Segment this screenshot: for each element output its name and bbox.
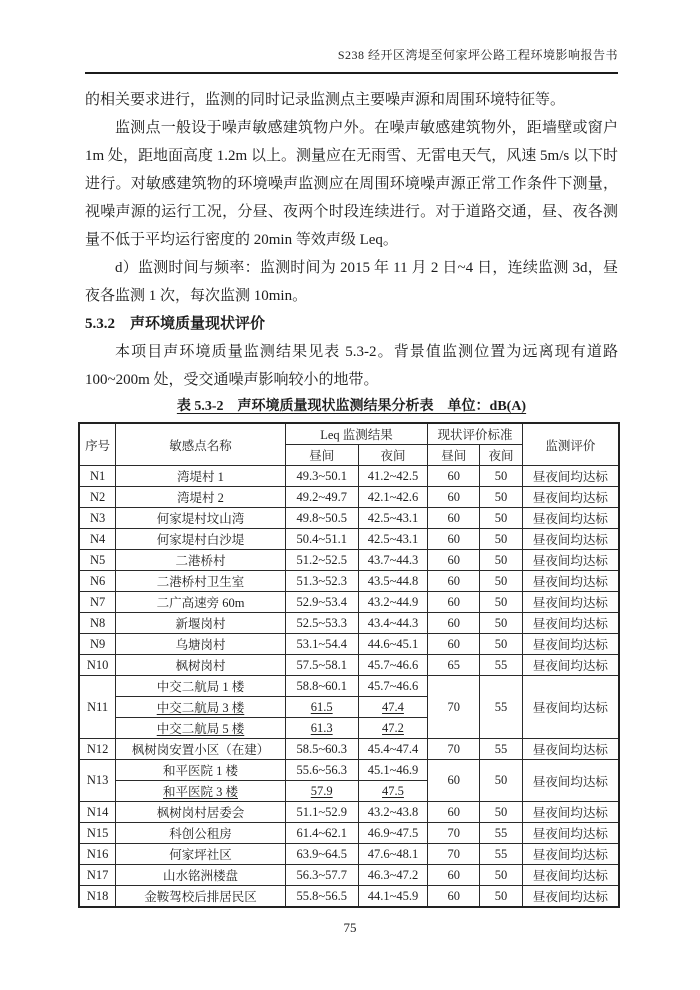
table-cell: 46.9~47.5 (358, 823, 428, 844)
table-header-cell: 夜间 (358, 445, 428, 466)
table-cell: 61.3 (285, 718, 358, 739)
table-cell: 51.2~52.5 (285, 550, 358, 571)
table-body (79, 466, 619, 908)
table-cell: N2 (79, 487, 116, 508)
table-cell: 63.9~64.5 (285, 844, 358, 865)
table-cell: 70 (428, 844, 480, 865)
table-cell: 50 (480, 865, 523, 886)
table-cell: N14 (79, 802, 116, 823)
table-cell: 44.6~45.1 (358, 634, 428, 655)
table-cell: 52.9~53.4 (285, 592, 358, 613)
table-cell: N3 (79, 508, 116, 529)
table-cell: N7 (79, 592, 116, 613)
table-cell: 昼夜间均达标 (522, 571, 619, 592)
table-cell: N6 (79, 571, 116, 592)
page-number: 75 (343, 920, 357, 935)
table-cell: 50 (480, 508, 523, 529)
table-cell: 中交二航局 3 楼 (116, 697, 286, 718)
table-cell: 61.5 (285, 697, 358, 718)
table-cell: 60 (428, 550, 480, 571)
table-cell: 50 (480, 886, 523, 908)
table-row (79, 739, 619, 760)
table-cell: 60 (428, 865, 480, 886)
table-header-cell: Leq 监测结果 (285, 423, 428, 445)
table-cell: 何家堤村白沙堤 (116, 529, 286, 550)
table-cell: 二港桥村 (116, 550, 286, 571)
table-cell: 何家堤村坟山湾 (116, 508, 286, 529)
section-heading-532: 5.3.2 声环境质量现状评价 (85, 316, 266, 332)
table-cell: 47.2 (358, 718, 428, 739)
table-cell: 43.5~44.8 (358, 571, 428, 592)
table-cell: N8 (79, 613, 116, 634)
table-cell: 70 (428, 676, 480, 739)
table-row (79, 865, 619, 886)
table-cell: 湾堤村 1 (116, 466, 286, 487)
table-cell: 45.1~46.9 (358, 760, 428, 781)
table-cell: 金鞍驾校后排居民区 (116, 886, 286, 908)
table-cell: 50 (480, 550, 523, 571)
table-cell: 55 (480, 655, 523, 676)
table-head (79, 423, 619, 466)
table-cell: 昼夜间均达标 (522, 529, 619, 550)
table-row (79, 487, 619, 508)
table-cell: 中交二航局 1 楼 (116, 676, 286, 697)
table-cell: 46.3~47.2 (358, 865, 428, 886)
table-cell: 60 (428, 760, 480, 802)
table-cell: 二港桥村卫生室 (116, 571, 286, 592)
table-cell: 45.7~46.6 (358, 655, 428, 676)
header-rule (85, 72, 618, 74)
table-row (79, 655, 619, 676)
table-cell: 中交二航局 5 楼 (116, 718, 286, 739)
table-cell: 60 (428, 571, 480, 592)
table-row (79, 550, 619, 571)
table-cell: 55 (480, 844, 523, 865)
table-cell: 57.5~58.1 (285, 655, 358, 676)
table-cell: 50 (480, 613, 523, 634)
table-cell: 49.3~50.1 (285, 466, 358, 487)
table-cell: N13 (79, 760, 116, 802)
running-header (85, 0, 618, 74)
table-cell: 60 (428, 634, 480, 655)
table-row (79, 423, 619, 445)
table-cell: 枫树岗安置小区（在建） (116, 739, 286, 760)
table-cell: 60 (428, 466, 480, 487)
table-cell: 60 (428, 487, 480, 508)
table-cell: 47.6~48.1 (358, 844, 428, 865)
table-caption-text: 表 5.3-2 声环境质量现状监测结果分析表 单位：dB(A) (176, 399, 527, 414)
table-cell: 昼夜间均达标 (522, 886, 619, 908)
table-cell: 42.5~43.1 (358, 529, 428, 550)
table-row (79, 760, 619, 781)
table-cell: 58.5~60.3 (285, 739, 358, 760)
table-header-cell: 现状评价标准 (428, 423, 522, 445)
table-row (79, 802, 619, 823)
table-cell: 42.5~43.1 (358, 508, 428, 529)
table-cell: 55 (480, 676, 523, 739)
table-row (79, 508, 619, 529)
table-cell: 55 (480, 823, 523, 844)
table-cell: 60 (428, 802, 480, 823)
table-cell: 53.1~54.4 (285, 634, 358, 655)
table-row (79, 466, 619, 487)
table-cell: 50 (480, 760, 523, 802)
table-cell: 60 (428, 613, 480, 634)
table-cell: 昼夜间均达标 (522, 655, 619, 676)
table-cell: 昼夜间均达标 (522, 634, 619, 655)
table-cell: 70 (428, 823, 480, 844)
table-header-cell: 敏感点名称 (116, 423, 286, 466)
table-cell: 43.7~44.3 (358, 550, 428, 571)
body-text (85, 86, 618, 394)
table-cell: 51.1~52.9 (285, 802, 358, 823)
table-cell: 乌塘岗村 (116, 634, 286, 655)
table-cell: 昼夜间均达标 (522, 508, 619, 529)
paragraph-results-intro: 本项目声环境质量监测结果见表 5.3-2。背景值监测位置为远离现有道路 100~200m 处，受交通噪声影响较小的地带。 (85, 344, 618, 388)
table-cell: 45.7~46.6 (358, 676, 428, 697)
table-cell: 50 (480, 802, 523, 823)
table-cell: 和平医院 1 楼 (116, 760, 286, 781)
table-cell: 昼夜间均达标 (522, 865, 619, 886)
table-cell: 昼夜间均达标 (522, 739, 619, 760)
table-cell: 58.8~60.1 (285, 676, 358, 697)
table-header-cell: 昼间 (428, 445, 480, 466)
paragraph-monitoring-points: 监测点一般设于噪声敏感建筑物户外。在噪声敏感建筑物外，距墙壁或窗户 1m 处，距地面高度 1.2m 以上。测量应在无雨雪、无雷电天气，风速 5m/s 以下时进行。对敏感建筑物的环境噪声监测应在周围环境噪声源正常工作条件下测量，视噪声源的运行工况，分昼、夜两个时段连续进行。对于道路交通，昼、夜各测量不低于平均运行密度的 20min 等效声级 Leq。 (85, 120, 618, 248)
table-cell: 50 (480, 487, 523, 508)
table-cell: 50 (480, 592, 523, 613)
table-cell: N9 (79, 634, 116, 655)
table-row (79, 676, 619, 697)
table-cell: 昼夜间均达标 (522, 802, 619, 823)
table-cell: N16 (79, 844, 116, 865)
table-cell: 70 (428, 739, 480, 760)
table-cell: 47.4 (358, 697, 428, 718)
table-cell: 50 (480, 529, 523, 550)
table-cell: N12 (79, 739, 116, 760)
table-cell: 昼夜间均达标 (522, 466, 619, 487)
table-row (79, 529, 619, 550)
table-cell: N11 (79, 676, 116, 739)
paragraph-monitoring-time: d）监测时间与频率：监测时间为 2015 年 11 月 2 日~4 日，连续监测 3d，昼夜各监测 1 次，每次监测 10min。 (85, 260, 618, 304)
table-cell: 50.4~51.1 (285, 529, 358, 550)
table-cell: 昼夜间均达标 (522, 592, 619, 613)
table-cell: 60 (428, 592, 480, 613)
table-header-cell: 序号 (79, 423, 116, 466)
table-cell: 55 (480, 739, 523, 760)
table-cell: 和平医院 3 楼 (116, 781, 286, 802)
table-cell: 枫树岗村 (116, 655, 286, 676)
table-cell: 44.1~45.9 (358, 886, 428, 908)
table-cell: 昼夜间均达标 (522, 676, 619, 739)
table-cell: 50 (480, 634, 523, 655)
table-cell: 57.9 (285, 781, 358, 802)
table-cell: 昼夜间均达标 (522, 487, 619, 508)
table-cell: N10 (79, 655, 116, 676)
table-row (79, 592, 619, 613)
table-cell: 65 (428, 655, 480, 676)
table-cell: 52.5~53.3 (285, 613, 358, 634)
table-cell: 60 (428, 529, 480, 550)
table-caption (85, 396, 618, 418)
table-cell: 43.4~44.3 (358, 613, 428, 634)
table-cell: 49.2~49.7 (285, 487, 358, 508)
table-cell: 61.4~62.1 (285, 823, 358, 844)
table-header-cell: 监测评价 (522, 423, 619, 466)
table-cell: N18 (79, 886, 116, 908)
table-cell: 43.2~43.8 (358, 802, 428, 823)
table-cell: 湾堤村 2 (116, 487, 286, 508)
running-header-title: S238 经开区湾堤至何家坪公路工程环境影响报告书 (337, 48, 618, 62)
table-cell: 50 (480, 466, 523, 487)
table-row (79, 844, 619, 865)
table-cell: 新堰岗村 (116, 613, 286, 634)
table-row (79, 571, 619, 592)
table-cell: 55.6~56.3 (285, 760, 358, 781)
table-cell: 49.8~50.5 (285, 508, 358, 529)
table-cell: 昼夜间均达标 (522, 844, 619, 865)
table-cell: N17 (79, 865, 116, 886)
table-cell: 何家坪社区 (116, 844, 286, 865)
table-cell: 昼夜间均达标 (522, 823, 619, 844)
table-cell: 55.8~56.5 (285, 886, 358, 908)
table-cell: N1 (79, 466, 116, 487)
table-cell: 42.1~42.6 (358, 487, 428, 508)
table-header-cell: 夜间 (480, 445, 523, 466)
table-cell: 枫树岗村居委会 (116, 802, 286, 823)
table-row (79, 886, 619, 908)
table-cell: 51.3~52.3 (285, 571, 358, 592)
table-cell: 50 (480, 571, 523, 592)
table-row (79, 634, 619, 655)
table-cell: 41.2~42.5 (358, 466, 428, 487)
table-cell: 昼夜间均达标 (522, 550, 619, 571)
table-cell: N5 (79, 550, 116, 571)
table-cell: 昼夜间均达标 (522, 613, 619, 634)
table-header-cell: 昼间 (285, 445, 358, 466)
table-cell: 昼夜间均达标 (522, 760, 619, 802)
table-cell: N4 (79, 529, 116, 550)
table-cell: 二广高速旁 60m (116, 592, 286, 613)
table-row (79, 823, 619, 844)
table-row (79, 613, 619, 634)
table-cell: 科创公租房 (116, 823, 286, 844)
table-cell: 47.5 (358, 781, 428, 802)
table-cell: 60 (428, 886, 480, 908)
table-cell: 43.2~44.9 (358, 592, 428, 613)
noise-monitoring-table (78, 422, 620, 908)
table-cell: 山水铭洲楼盘 (116, 865, 286, 886)
table-cell: 45.4~47.4 (358, 739, 428, 760)
table-cell: N15 (79, 823, 116, 844)
table-cell: 56.3~57.7 (285, 865, 358, 886)
table-cell: 60 (428, 508, 480, 529)
paragraph-continuation: 的相关要求进行，监测的同时记录监测点主要噪声源和周围环境特征等。 (85, 92, 566, 108)
